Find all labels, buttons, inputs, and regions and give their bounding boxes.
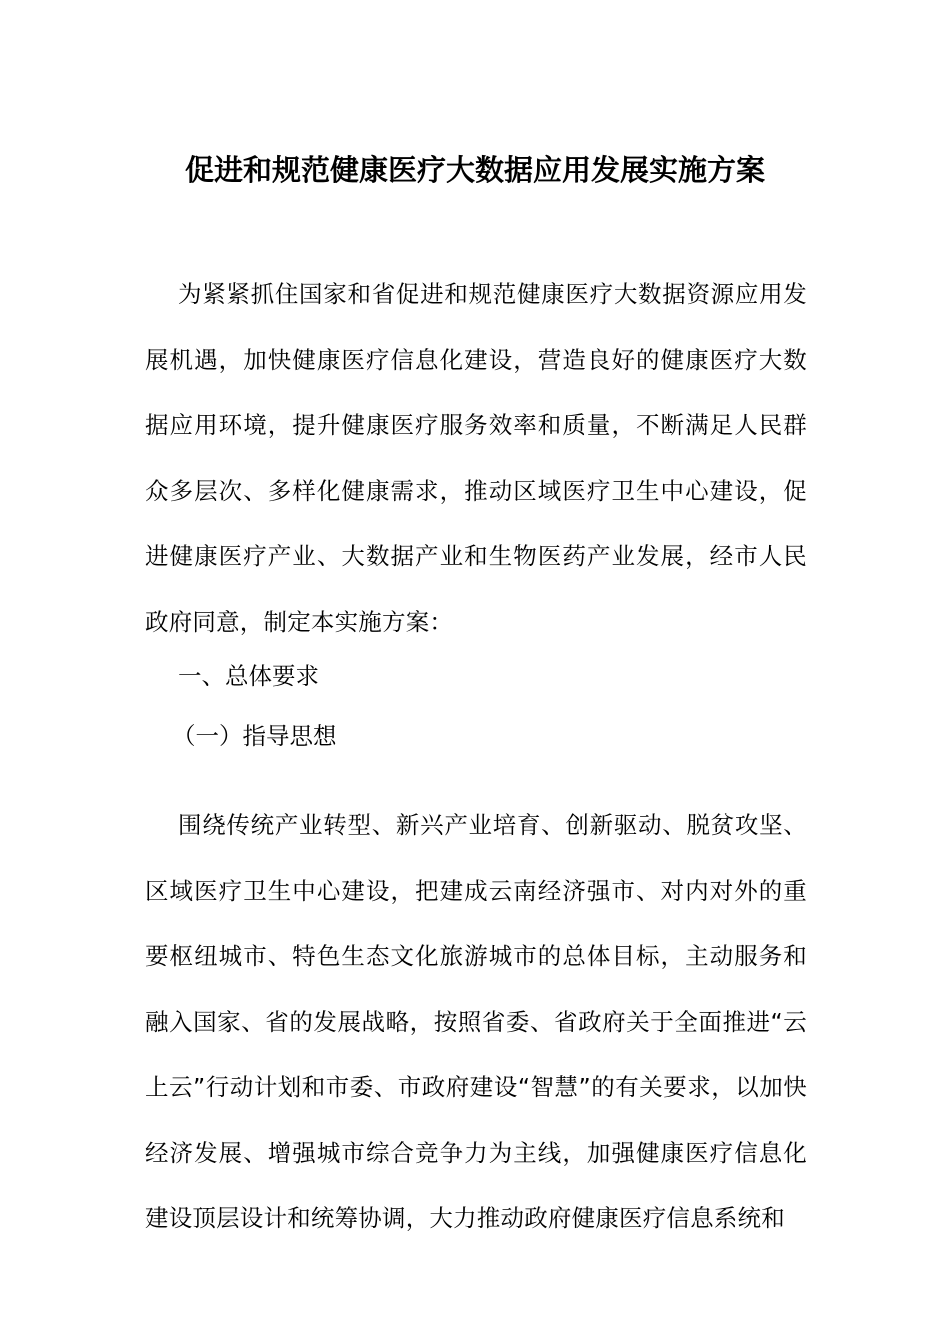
paragraph-intro: 为紧紧抓住国家和省促进和规范健康医疗大数据资源应用发展机遇，加快健康医疗信息化建设，营造良好的健康医疗大数据应用环境，提升健康医疗服务效率和质量，不断满足人民群众多层次、多样化健康需求，推动区域医疗卫生中心建设，促进健康医疗产业、大数据产业和生物医药产业发展，经市人民政府同意，制定本实施方案： (145, 280, 807, 636)
document-title: 促进和规范健康医疗大数据应用发展实施方案 (184, 153, 765, 187)
paragraph-guiding-ideology: 围绕传统产业转型、新兴产业培育、创新驱动、脱贫攻坚、区域医疗卫生中心建设，把建成云南经济强市、对内对外的重要枢纽城市、特色生态文化旅游城市的总体目标，主动服务和融入国家、省的发展战略，按照省委、省政府关于全面推进“云上云”行动计划和市委、市政府建设“智慧”的有关要求，以加快经济发展、增强城市综合竞争力为主线，加强健康医疗信息化建设顶层设计和统筹协调，大力推动政府健康医疗信息系统和 (145, 811, 807, 1232)
section-heading-overall-requirements: 一、总体要求 (178, 662, 319, 690)
subsection-heading-guiding-ideology: （一）指导思想 (172, 722, 337, 750)
